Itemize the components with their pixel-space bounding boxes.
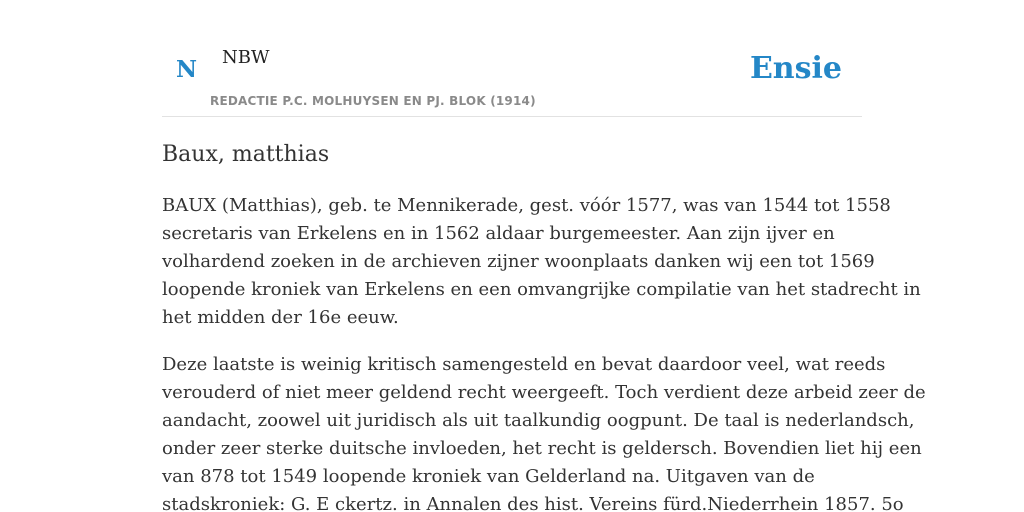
text-line: Deze laatste is weinig kritisch samengesteld en bevat daardoor veel, wat reeds	[162, 354, 886, 375]
text-line: verouderd of niet meer geldend recht weergeeft. Toch verdient deze arbeid zeer de	[162, 382, 926, 403]
paragraph	[162, 351, 926, 512]
source-subtitle: REDACTIE P.C. MOLHUYSEN EN PJ. BLOK (1914)	[210, 94, 536, 108]
text-line: het midden der 16e eeuw.	[162, 307, 399, 328]
text-line: aandacht, zoowel uit juridisch als uit taalkundig oogpunt. De taal is nederlandsch,	[162, 410, 915, 431]
content-column	[162, 0, 926, 512]
source-logo[interactable]: N	[176, 56, 198, 83]
entry-title: Baux, matthias	[162, 142, 330, 167]
text-line: volhardend zoeken in de archieven zijner woonplaats danken wij een tot 1569	[162, 251, 875, 272]
text-line: van 878 tot 1549 loopende kroniek van Gelderland na. Uitgaven van de	[162, 466, 815, 487]
brand-logo[interactable]: Ensie	[749, 51, 842, 86]
text-line: stadskroniek: G. E ckertz. in Annalen des hist. Vereins fürd.Niederrhein 1857. 5o	[162, 494, 904, 512]
text-line: secretaris van Erkelens en in 1562 aldaar burgemeester. Aan zijn ijver en	[162, 223, 835, 244]
source-header	[162, 0, 862, 117]
paragraph	[162, 192, 921, 332]
text-line: loopende kroniek van Erkelens en een omvangrijke compilatie van het stadrecht in	[162, 279, 921, 300]
text-line: onder zeer sterke duitsche invloeden, het recht is geldersch. Bovendien liet hij een	[162, 438, 922, 459]
entry-body	[162, 192, 926, 512]
text-line: BAUX (Matthias), geb. te Mennikerade, gest. vóór 1577, was van 1544 tot 1558	[162, 195, 891, 216]
source-title[interactable]: NBW	[222, 47, 270, 68]
